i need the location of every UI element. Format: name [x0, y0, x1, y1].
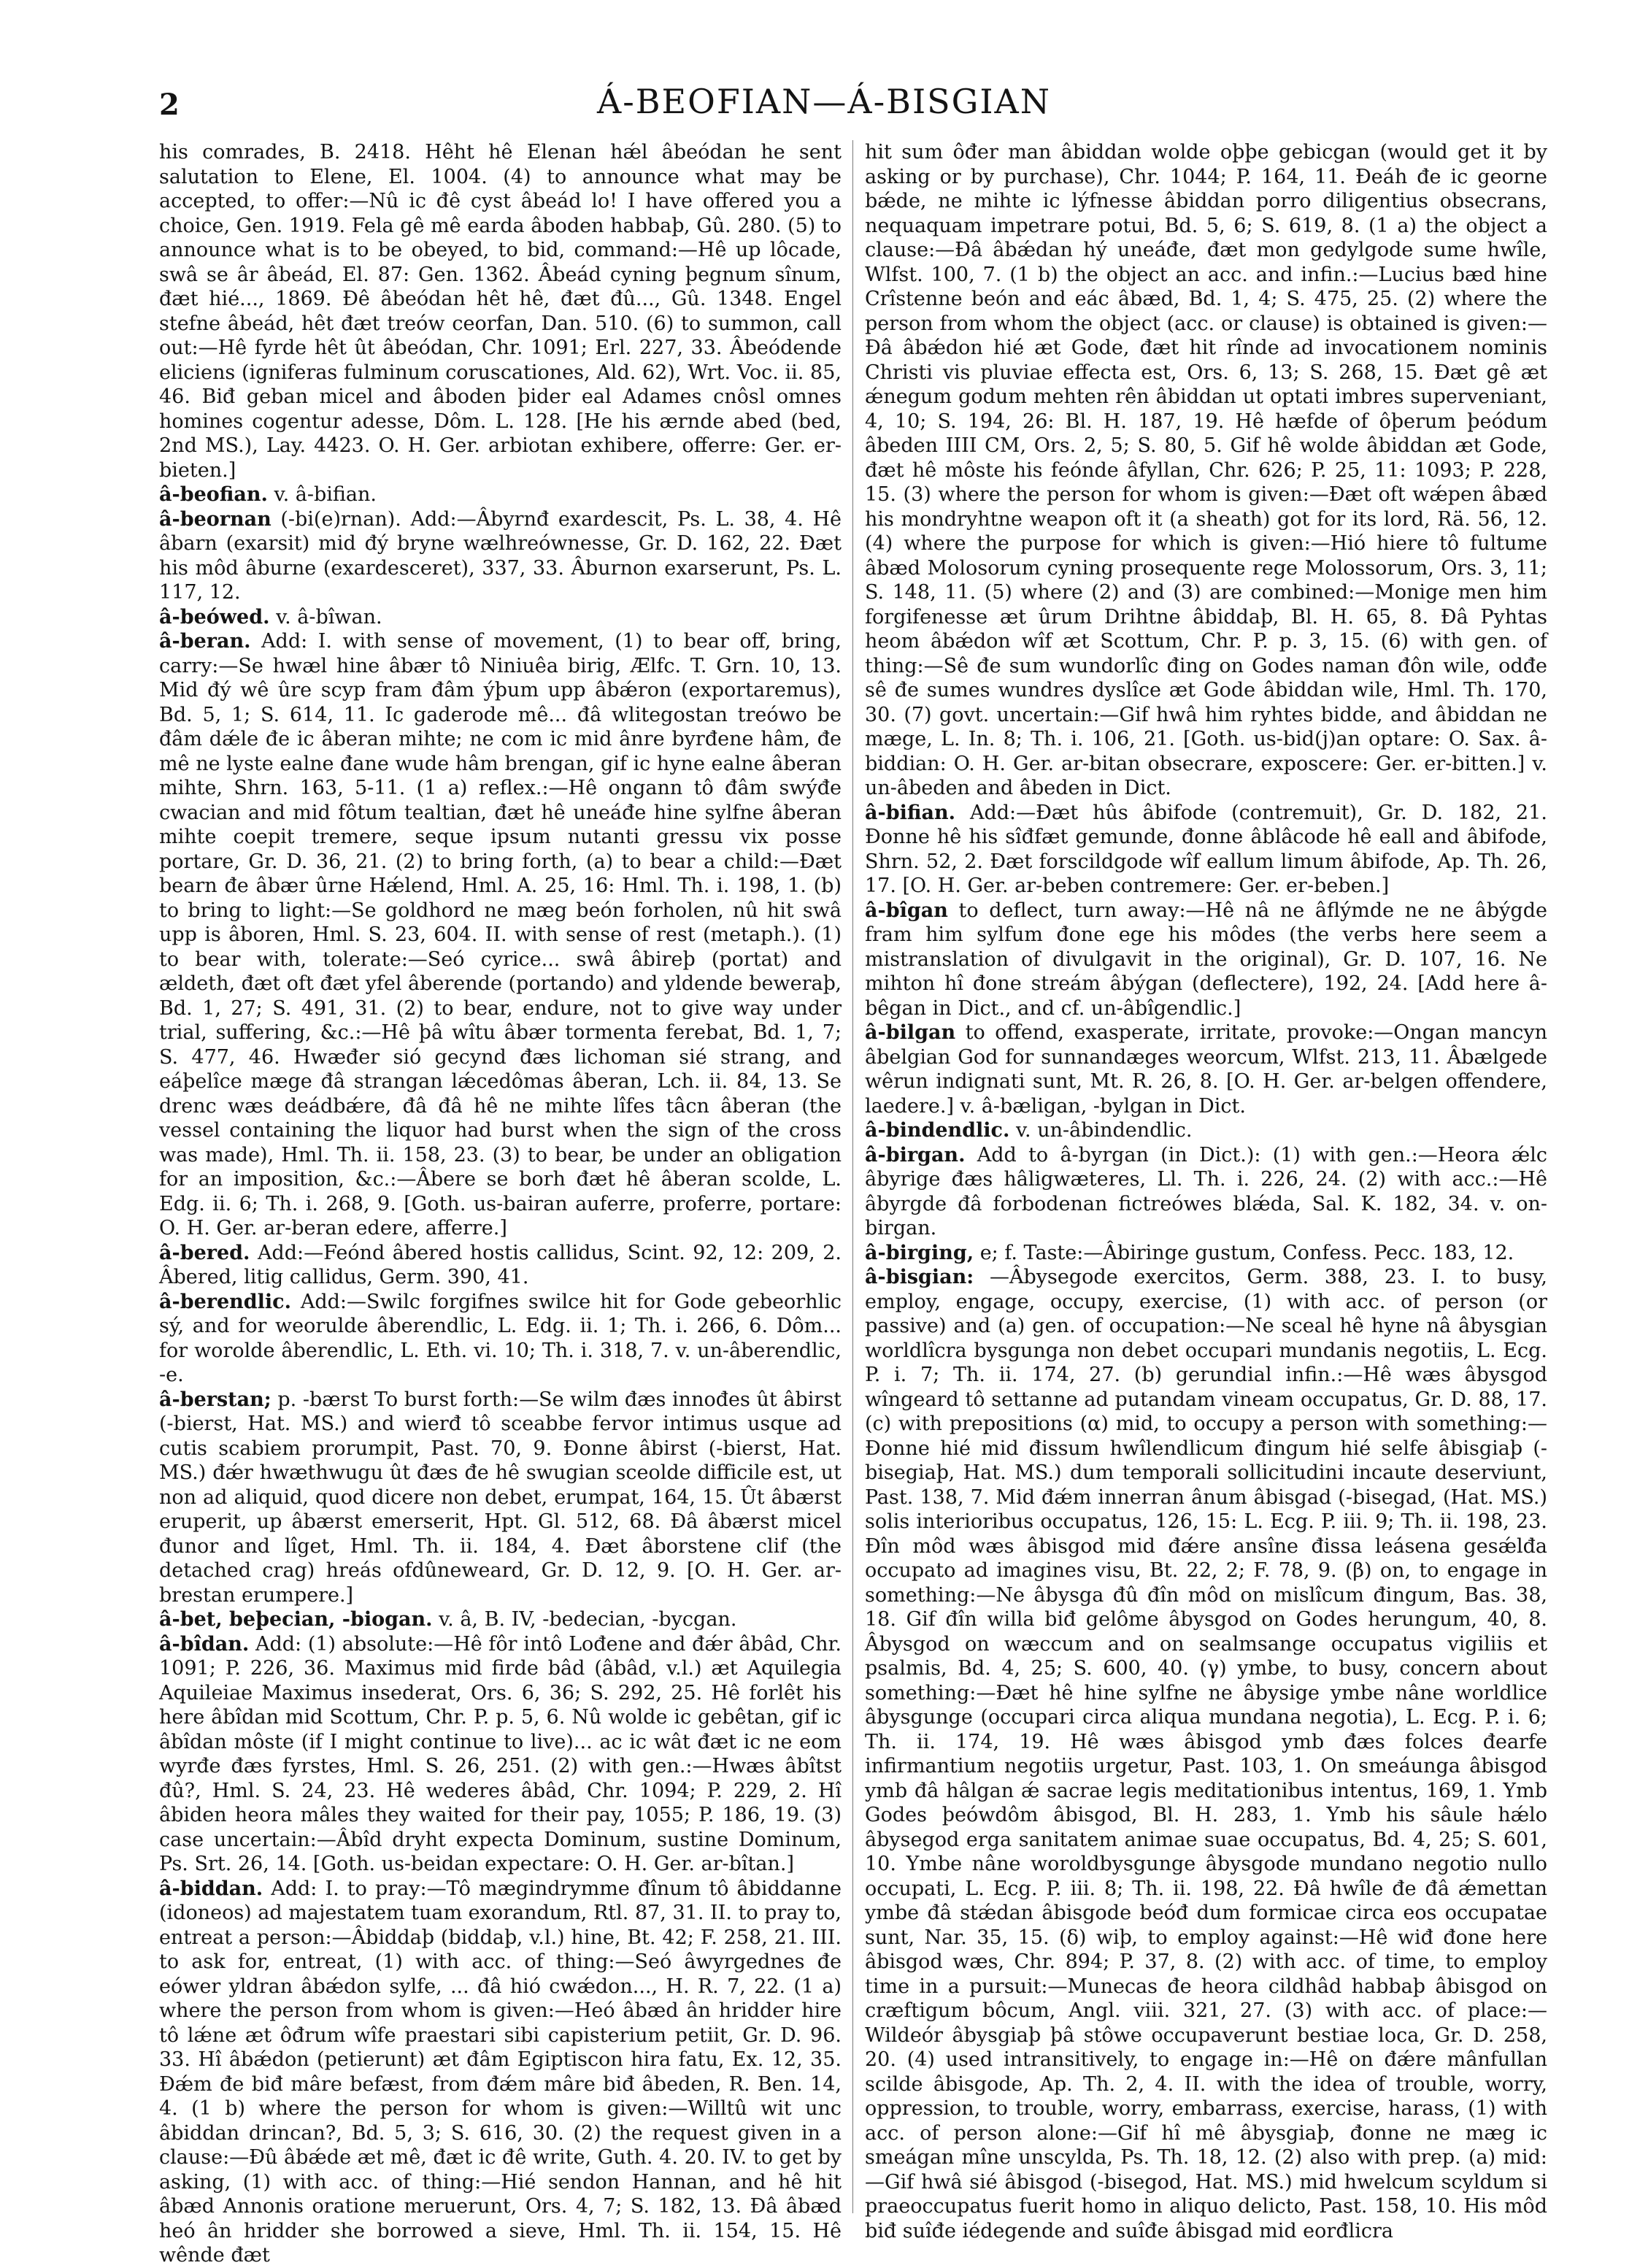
headword: â-bifian.	[865, 801, 955, 824]
entry-text: Add:—Swilc forgifnes swilce hit for Gode gebeorhlic sý, and for weorulde âberendlic, L. Edg. ii. 1; Th. i. 266, 6. Dôm... for worolde âberendlic, L. Eth. vi. 10; Th. i. 318, 7. v. un-âberendlic, -e.	[159, 1290, 842, 1386]
headword: â-bered.	[159, 1241, 250, 1264]
entry-text: Add:—Feónd âbered hostis callidus, Scint. 92, 12: 209, 2. Âbered, litig callidus, Germ. 390, 41.	[159, 1241, 842, 1288]
entry-text: p. -bærst To burst forth:—Se wilm đæs innođes ût âbirst (-bierst, Hat. MS.) and wierđ tô sceabbe fervor intimus usque ad cutis scabiem prorumpit, Past. 70, 9. Đonne âbirst (-bierst, Hat. MS.) đǽr hwæthwugu ût đæs đe hê swugian sceolde difficile est, ut non ad aliquid, quod dicere non debet, erumpat, 164, 15. Ût âbærst eruperit, up âbærst emerserit, Hpt. Gl. 512, 68. Đâ âbærst micel đunor and lîget, Hml. Th. ii. 184, 4. Đæt âborstene clif (the detached crag) hreás ofdûneweard, Gr. D. 12, 9. [O. H. Ger. ar-brestan erumpere.]	[159, 1388, 842, 1607]
dictionary-entry	[159, 140, 842, 483]
dictionary-entry	[159, 1241, 842, 1290]
dictionary-entry	[865, 1143, 1547, 1241]
dictionary-entry	[865, 1265, 1547, 2243]
dictionary-entry	[865, 140, 1547, 801]
headword: â-bisgian:	[865, 1266, 974, 1288]
entry-text: his comrades, B. 2418. Hêht hê Elenan hǽl âbeódan he sent salutation to Elene, El. 1004. (4) to announce what may be accepted, to offer:—Nû ic đê cyst âbeád lo! I have offered you a choice, Gen. 1919. Fela gê mê earda âboden habbaþ, Gû. 280. (5) to announce what is to be obeyed, to bid, command:—Hê up lôcade, swâ se âr âbeád, El. 87: Gen. 1362. Âbeád cyning þegnum sînum, đæt hié..., 1869. Đê âbeódan hêt hê, đæt đû..., Gû. 1348. Engel stefne âbeád, hêt đæt treów ceorfan, Dan. 510. (6) to summon, call out:—Hê fyrde hêt ût âbeódan, Chr. 1091; Erl. 227, 33. Âbeódende eliciens (igniferas fulminum coruscationes, Ald. 62), Wrt. Voc. ii. 85, 46. Biđ geban micel and âboden þider eal Adames cnôsl omnes homines cogentur adesse, Dôm. L. 128. [He his ærnde abed (bed, 2nd MS.), Lay. 4423. O. H. Ger. arbiotan exhibere, offerre: Ger. er-bieten.]	[159, 141, 842, 482]
entry-text: —Âbysegode exercitos, Germ. 388, 23. I. to busy, employ, engage, occupy, exercise, (1) with acc. of person (or passive) and (a) gen. of occupation:—Ne sceal hê hyne nâ âbysgian worldlîcra bysgunga non debet occupari mundanis negotiis, L. Ecg. P. i. 7; Th. ii. 174, 27. (b) gerundial infin.:—Hê wæs âbysgod wîngeard tô settanne ad putandam vineam occupatus, Gr. D. 88, 17. (c) with prepositions (α) mid, to occupy a person with something:—Đonne hié mid đissum hwîlendlicum đingum hié selfe âbisgiaþ (-bisegiaþ, Hat. MS.) dum temporali sollicitudini incaute deserviunt, Past. 138, 7. Mid đǽm innerran ânum âbisgad (-bisegad, (Hat. MS.) solis interioribus occupatus, 126, 15: L. Ecg. P. iii. 9; Th. ii. 198, 23. Đîn môd wæs âbisgod mid đǽre ansîne đissa leásena gesǽlđa occupato ad imagines visu, Bt. 22, 2; F. 78, 9. (β) on, to engage in something:—Ne âbysga đû đîn môd on mislîcum đingum, Bas. 38, 18. Gif đîn willa biđ gelôme âbysgod on Godes herungum, 40, 8. Âbysgod on wæccum and on sealmsange occupatus vigiliis et psalmis, Bd. 4, 25; S. 600, 40. (γ) ymbe, to busy, concern about something:—Đæt hê hine sylfne ne âbysige ymbe nâne worldlice âbysgunge (occupari circa aliqua mundana negotia), L. Ecg. P. i. 6; Th. ii. 174, 19. Hê wæs âbisgod ymb đæs folces đearfe infirmantium negotiis urgetur, Past. 103, 1. On smeáunga âbisgod ymb đâ hâlgan ǽ sacrae legis meditationibus intentus, 169, 1. Ymb Godes þeówdôm âbisgod, Bl. H. 283, 1. Ymb his sâule hǽlo âbysegod erga sanitatem animae suae occupatus, Bd. 4, 25; S. 601, 10. Ymbe nâne woroldbysgunge âbysgode mundano negotio nullo occupati, L. Ecg. P. iii. 8; Th. ii. 198, 22. Đâ hwîle đe đâ ǽmettan ymbe đâ stǽdan âbisgode beóđ dum formicae circa eos occupatae sunt, Nar. 35, 15. (δ) wiþ, to employ against:—Hê wiđ đone here âbisgod wæs, Chr. 894; P. 37, 8. (2) with acc. of time, to employ time in a pursuit:—Munecas đe heora cildhâd habbaþ âbisgod on cræftigum bôcum, Angl. viii. 321, 27. (3) with acc. of place:—Wildeór âbysgiaþ þâ stôwe occupaverunt bestiae loca, Gr. D. 258, 20. (4) used intransitively, to engage in:—Hê on đǽre mânfullan scilde âbisgode, Ap. Th. 2, 4. II. with the idea of trouble, worry, oppression, to trouble, worry, embarrass, exercise, harass, (1) with acc. of person alone:—Gif hî mê âbysgiaþ, đonne ne mæg ic smeágan mîne unscylda, Ps. Th. 18, 12. (2) also with prep. (a) mid:—Gif hwâ sié âbisgod (-bisegod, Hat. MS.) mid hwelcum scyldum si praeoccupatus fuerit homo in aliquo delicto, Past. 158, 10. His môd biđ suîđe iédegende and suîđe âbisgad mid eorđlicra	[865, 1266, 1547, 2242]
dictionary-entry	[865, 899, 1547, 1021]
page-number: 2	[159, 88, 180, 122]
entry-text: v. un-âbindendlic.	[1015, 1119, 1193, 1142]
dictionary-entry	[159, 1290, 842, 1388]
dictionary-entry	[865, 1020, 1547, 1118]
dictionary-entry	[159, 1388, 842, 1608]
entry-text: Add:—Đæt hûs âbifode (contremuit), Gr. D. 182, 21. Đonne hê his sîđfæt gemunde, đonne âblâcode hê eall and âbifode, Shrn. 52, 2. Đæt forscildgode wîf eallum limum âbifode, Ap. Th. 26, 17. [O. H. Ger. ar-beben contremere: Ger. er-beben.]	[865, 801, 1547, 897]
dictionary-entry	[159, 605, 842, 630]
dictionary-entry	[865, 1241, 1547, 1266]
dictionary-entry	[159, 483, 842, 507]
headword: â-berendlic.	[159, 1290, 292, 1313]
headword: â-birgan.	[865, 1143, 966, 1166]
entry-text: hit sum ôđer man âbiddan wolde oþþe gebicgan (would get it by asking or by purchase), Chr. 1044; P. 164, 11. Đeáh đe ic georne bǽde, ne mihte ic lýfnesse âbiddan porro diligentius obsecrans, nequaquam impetrare potui, Bd. 5, 6; S. 619, 8. (1 a) the object a clause:—Đâ âbǽdan hý uneáđe, đæt mon gedylgode sume hwîle, Wlfst. 100, 7. (1 b) the object an acc. and infin.:—Lucius bæd hine Crîstenne beón and eác âbæd, Bd. 1, 4; S. 475, 25. (2) where the person from whom the object (acc. or clause) is obtained is given:—Đâ âbǽdon hié æt Gode, đæt hit rînde ad invocationem nominis Christi vis pluviae effecta est, Ors. 6, 13; S. 268, 15. Đæt gê æt ǽnegum godum mehten rên âbiddan ut optati imbres superveniant, 4, 10; S. 194, 26: Bl. H. 187, 19. Hê hæfde of ôþerum þeódum âbeden IIII CM, Ors. 2, 5; S. 80, 5. Gif hê wolde âbiddan æt Gode, đæt hê môste his feónde âfyllan, Chr. 626; P. 25, 11: 1093; P. 228, 15. (3) where the person for whom is given:—Đæt oft wǽpen âbæd his mondryhtne weapon oft it (a sheath) got for its lord, Rä. 56, 12. (4) where the purpose for which is given:—Hió hiere tô fultume âbæd Molosorum cyning prosequente rege Molossorum, Ors. 3, 11; S. 148, 11. (5) where (2) and (3) are combined:—Monige men him forgifenesse æt ûrum Drihtne âbiddaþ, Bl. H. 65, 8. Đâ Pyhtas heom âbǽdon wîf æt Scottum, Chr. P. p. 3, 15. (6) with gen. of thing:—Sê đe sum wundorlîc đing on Godes naman đôn wile, odđe sê đe sumes wundres dyslîce æt Gode âbiddan wile, Hml. Th. 170, 30. (7) govt. uncertain:—Gif hwâ him ryhtes bidde, and âbiddan ne mæge, L. In. 8; Th. i. 106, 21. [Goth. us-bid(j)an optare: O. Sax. â-biddian: O. H. Ger. ar-bitan obsecrare, exposcere: Ger. er-bitten.] v. un-âbeden and âbeden in Dict.	[865, 141, 1547, 799]
headword: â-bet, beþecian, -biogan.	[159, 1608, 433, 1631]
dictionary-entry	[865, 1118, 1547, 1143]
running-head: Á-BEOFIAN—Á-BISGIAN	[596, 82, 1052, 121]
headword: â-bilgan	[865, 1021, 956, 1044]
entry-text: v. â-bifian.	[274, 483, 377, 506]
headword: â-bîgan	[865, 899, 948, 922]
headword: â-beofian.	[159, 483, 268, 506]
entry-text: Add: I. with sense of movement, (1) to bear off, bring, carry:—Se hwæl hine âbær tô Niniuêa birig, Ælfc. T. Grn. 10, 13. Mid đý wê ûre scyp fram đâm ýþum upp âbǽron (exportaremus), Bd. 5, 1; S. 614, 11. Ic gaderode mê... đâ wlitegostan treówo be đâm dǽle đe ic âberan mihte; ne com ic mid ânre byrđene hâm, đe mê ne lyste ealne đane wude hâm brengan, gif ic hyne ealne âberan mihte, Shrn. 163, 5-11. (1 a) reflex.:—Hê ongann tô đâm swýđe cwacian and mid fôtum tealtian, đæt hê uneáđe hine sylfne âberan mihte coepit tremere, seque ipsum nutanti gressu vix posse portare, Gr. D. 36, 21. (2) to bring forth, (a) to bear a child:—Đæt bearn đe âbær ûrne Hǽlend, Hml. A. 25, 16: Hml. Th. i. 198, 1. (b) to bring to light:—Se goldhord ne mæg beón forholen, nû hit swâ upp is âboren, Hml. S. 23, 604. II. with sense of rest (metaph.). (1) to bear with, tolerate:—Seó cyrice... swâ âbireþ (portat) and ældeth, đæt oft đæt yfel âberende (portando) and yldende beweraþ, Bd. 1, 27; S. 491, 31. (2) to bear, endure, not to give way under trial, suffering, &c.:—Hê þâ wîtu âbær tormenta ferebat, Bd. 1, 7; S. 477, 46. Hwæđer sió gecynd đæs lichoman sié strang, and eáþelîce mæge đâ strangan lǽcedômas âberan, Lch. ii. 84, 13. Se drenc wæs deádbǽre, đâ đâ hê ne mihte lîfes tâcn âberan (the vessel containing the liquor had burst when the sign of the cross was made), Hml. Th. ii. 158, 23. (3) to bear, be under an obligation for an imposition, &c.:—Âbere se borh đæt hê âberan scolde, L. Edg. ii. 6; Th. i. 268, 9. [Goth. us-bairan auferre, proferre, portare: O. H. Ger. ar-beran edere, afferre.]	[159, 630, 842, 1239]
left-column	[159, 140, 842, 2267]
entry-text: (-bi(e)rnan). Add:—Âbyrnđ exardescit, Ps. L. 38, 4. Hê âbarn (exarsit) mid đý bryne wælhreównesse, Gr. D. 162, 22. Đæt his môd âburne (exardesceret), 337, 33. Âburnon exarserunt, Ps. L. 117, 12.	[159, 507, 842, 604]
entry-text: v. â, B. IV, -bedecian, -bycgan.	[439, 1608, 737, 1631]
headword: â-bîdan.	[159, 1632, 250, 1656]
entry-text: to deflect, turn away:—Hê nâ ne âflýmde ne ne âbýgde fram him sylfum đone ege his môdes (the verbs here seem a mistranslation of divulgavit in the original), Gr. D. 107, 16. Ne mihton hî đone streám âbýgan (deflectere), 192, 24. [Add here â-bêgan in Dict., and cf. un-âbîgendlic.]	[865, 899, 1547, 1020]
entry-text: Add to â-byrgan (in Dict.): (1) with gen.:—Heora ǽlc âbyrige đæs hâligwæteres, Ll. Th. i. 226, 24. (2) with acc.:—Hê âbyrgde đâ forbodenan fictreówes blǽda, Sal. K. 182, 34. v. on-birgan.	[865, 1143, 1547, 1239]
headword: â-beówed.	[159, 605, 270, 628]
entry-text: Add: I. to pray:—Tô mægindrymme đînum tô âbiddanne (idoneos) ad majestatem tuam exorandum, Rtl. 87, 31. II. to pray to, entreat a person:—Âbiddaþ (biddaþ, v.l.) hine, Bt. 42; F. 258, 21. III. to ask for, entreat, (1) with acc. of thing:—Seó âwyrgednes đe eówer yldran âbǽdon sylfe, ... đâ hió cwǽdon..., H. R. 7, 22. (1 a) where the person from whom is given:—Heó âbæd ân hridder hire tô lǽne æt ôđrum wîfe praestari sibi capisterium petiit, Gr. D. 96. 33. Hî âbǽdon (petierunt) æt đâm Egiptiscon hira fatu, Ex. 12, 35. Đǽm đe biđ mâre befæst, from đǽm mâre biđ âbeden, R. Ben. 14, 4. (1 b) where the person for whom is given:—Willtû wit unc âbiddan drincan?, Bd. 5, 3; S. 616, 30. (2) the request given in a clause:—Đû âbǽde æt mê, đæt ic đê write, Guth. 4. 20. IV. to get by asking, (1) with acc. of thing:—Hié sendon Hannan, and hê hit âbæd Annonis oratione meruerunt, Ors. 4, 7; S. 182, 13. Đâ âbæd heó ân hridder she borrowed a sieve, Hml. Th. ii. 154, 15. Hê wênde đæt	[159, 1877, 842, 2267]
dictionary-entry	[865, 801, 1547, 899]
dictionary-entry	[159, 1877, 842, 2268]
dictionary-entry	[159, 629, 842, 1241]
entry-text: Add: (1) absolute:—Hê fôr intô Lođene and đǽr âbâd, Chr. 1091; P. 226, 36. Maximus mid firde bâd (âbâd, v.l.) æt Aquilegia Aquileiae Maximus insederat, Ors. 6, 36; S. 292, 25. Hê forlêt his here âbîdan mid Scottum, Chr. P. p. 5, 6. Nû wolde ic gebêtan, gif ic âbîdan môste (if I might continue to live)... ac ic wât đæt ic ne eom wyrđe đæs fyrstes, Hml. S. 26, 251. (2) with gen.:—Hwæs âbîtst đû?, Hml. S. 24, 23. Hê wederes âbâd, Chr. 1094; P. 229, 2. Hî âbiden heora mâles they waited for their pay, 1055; P. 186, 19. (3) case uncertain:—Âbîd dryht expecta Dominum, sustine Dominum, Ps. Srt. 26, 14. [Goth. us-beidan expectare: O. H. Ger. ar-bîtan.]	[159, 1632, 842, 1875]
entry-text: to offend, exasperate, irritate, provoke:—Ongan mancyn âbelgian God for sunnandæges weorcum, Wlfst. 213, 11. Âbælgede wêrun indignati sunt, Mt. R. 26, 8. [O. H. Ger. ar-belgen offendere, laedere.] v. â-bæligan, -bylgan in Dict.	[865, 1021, 1547, 1118]
headword: â-bindendlic.	[865, 1119, 1010, 1142]
dictionary-entry	[159, 1607, 842, 1632]
entry-text: e; f. Taste:—Âbiringe gustum, Confess. Pecc. 183, 12.	[979, 1241, 1514, 1264]
column-divider	[852, 140, 853, 2213]
headword: â-birging,	[865, 1241, 974, 1264]
right-column	[865, 140, 1547, 2242]
headword: â-biddan.	[159, 1877, 263, 1900]
dictionary-entry	[159, 507, 842, 605]
headword: â-berstan;	[159, 1388, 272, 1411]
dictionary-entry	[159, 1632, 842, 1877]
headword: â-beran.	[159, 630, 251, 653]
entry-text: v. â-bîwan.	[276, 605, 382, 628]
headword: â-beornan	[159, 507, 272, 531]
